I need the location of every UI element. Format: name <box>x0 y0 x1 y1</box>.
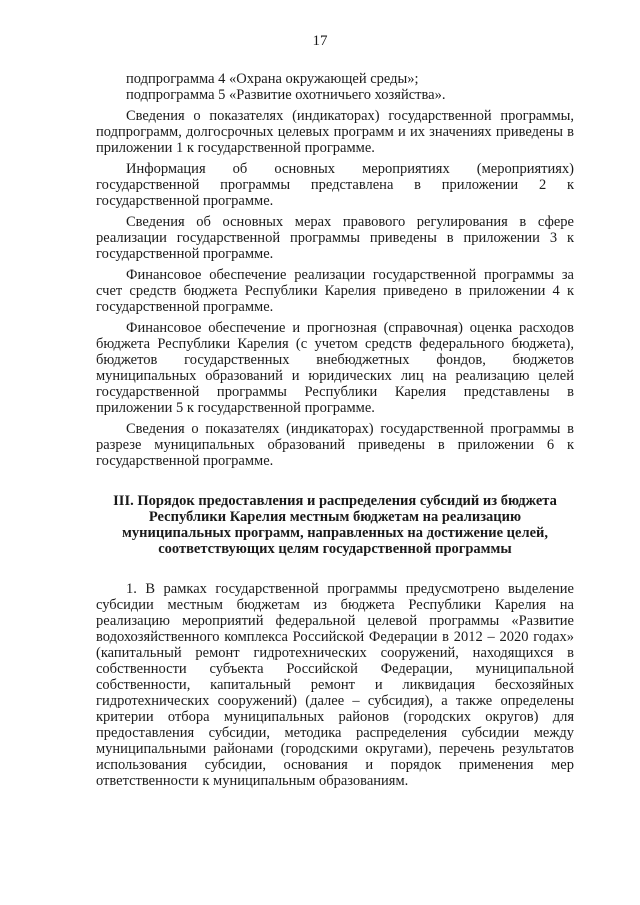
document-body <box>96 71 574 794</box>
paragraph-subprogram-4: подпрограмма 4 «Охрана окружающей среды»; <box>126 71 419 87</box>
page-number: 17 <box>312 33 328 49</box>
paragraph-financing-forecast-annex-5: Финансовое обеспечение и прогнозная (справочная) оценка расходов бюджета Республики Карелия (с учетом средств федерального бюджета), бюджетов государственных внебюджетных фондов, бюджетов муниципальных образований и юридических лиц на реализацию целей государственной программы Республики Карелия представлены в приложении 5 к государственной программе. <box>96 320 574 416</box>
section-heading: III. Порядок предоставления и распределения субсидий из бюджета Республики Карелия местным бюджетам на реализацию муниципальных программ, направленных на достижение целей, соответствующих целям государственной программы <box>113 493 557 557</box>
paragraph-subprogram-5: подпрограмма 5 «Развитие охотничьего хозяйства». <box>126 87 446 103</box>
paragraph-indicators-annex-1: Сведения о показателях (индикаторах) государственной программы, подпрограмм, долгосрочных целевых программ и их значениях приведены в приложении 1 к государственной программе. <box>96 108 574 156</box>
paragraph-activities-annex-2: Информация об основных мероприятиях (мероприятиях) государственной программы представлена в приложении 2 к государственной программе. <box>96 161 574 209</box>
paragraph-municipal-indicators-annex-6: Сведения о показателях (индикаторах) государственной программы в разрезе муниципальных образований приведены в приложении 6 к государственной программе. <box>96 421 574 469</box>
paragraph-regulation-annex-3: Сведения об основных мерах правового регулирования в сфере реализации государственной программы приведены в приложении 3 к государственной программе. <box>96 214 574 262</box>
paragraph-subsidy-1: 1. В рамках государственной программы предусмотрено выделение субсидии местным бюджетам из бюджета Республики Карелия на реализацию мероприятий федеральной целевой программы «Развитие водохозяйственного комплекса Российской Федерации в 2012 – 2020 годах» (капитальный ремонт гидротехнических сооружений, находящихся в собственности субъекта Российской Федерации, муниципальной собственности, капитальный ремонт и ликвидация бесхозяйных гидротехнических сооружений) (далее – субсидия), а также определены критерии отбора муниципальных районов (городских округов) для предоставления субсидии, методика распределения субсидии между муниципальными районами (городскими округами), перечень результатов использования субсидии, основания и порядок применения мер ответственности к муниципальным образованиям. <box>96 581 574 789</box>
paragraph-financing-annex-4: Финансовое обеспечение реализации государственной программы за счет средств бюджета Республики Карелия приведено в приложении 4 к государственной программе. <box>96 267 574 315</box>
